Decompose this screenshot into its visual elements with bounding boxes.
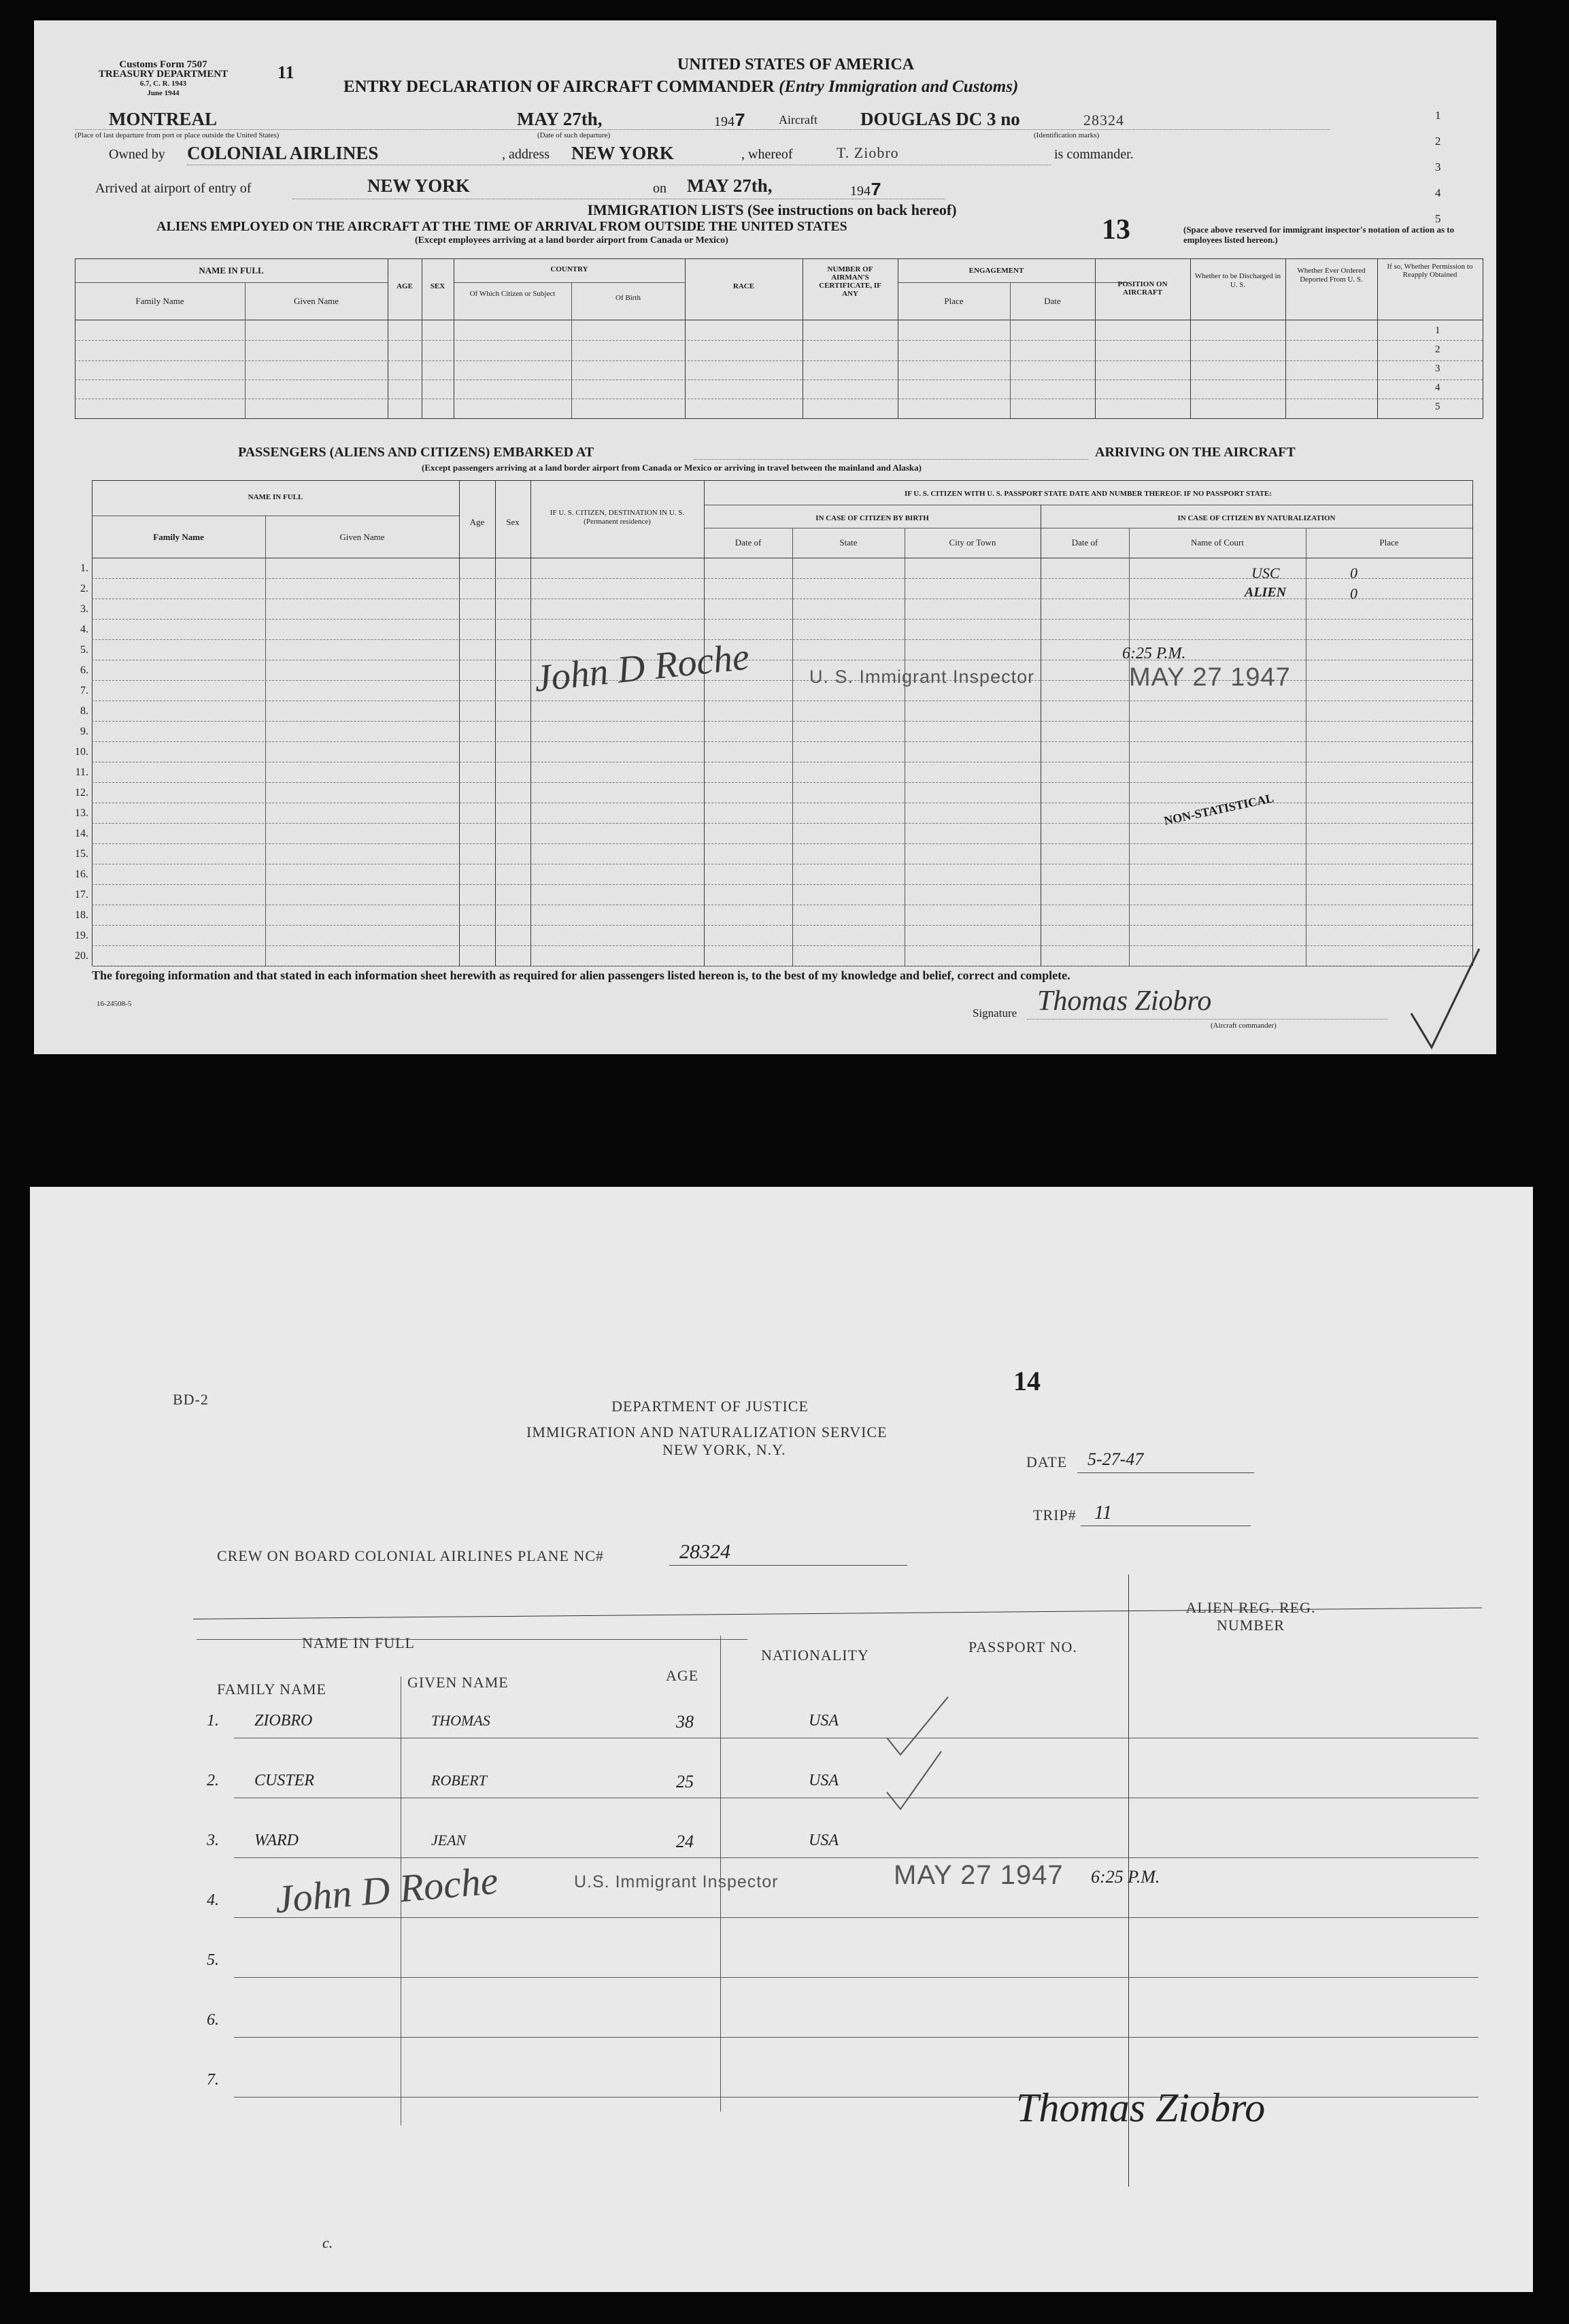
page-number: 11 <box>277 63 294 82</box>
check-mark-icon <box>1408 945 1483 1054</box>
col-given-name: Given Name <box>293 296 339 306</box>
pcol-sex: Sex <box>506 517 520 527</box>
pcol-given-name: Given Name <box>339 532 385 542</box>
passenger-row-line <box>92 925 1472 926</box>
form-title-sub: (Entry Immigration and Customs) <box>779 78 1019 96</box>
arrival-date: MAY 27th, <box>687 175 773 196</box>
margin-number: 4 <box>1435 186 1441 199</box>
form-title-main: ENTRY DECLARATION OF AIRCRAFT COMMANDER <box>343 78 775 96</box>
passenger-row-number: 1. <box>80 562 88 574</box>
plane-number: 28324 <box>679 1540 730 1563</box>
col-passport-2: PASSPORT NO. <box>968 1638 1077 1655</box>
form-id-block <box>92 60 235 98</box>
inspector-label-2: U.S. Immigrant Inspector <box>574 1872 779 1891</box>
commander-name: T. Ziobro <box>837 144 899 161</box>
cfr-ref: 6.7, C. R. 1943 <box>139 80 187 88</box>
address-label: , address <box>502 147 550 162</box>
margin-number: 1 <box>1435 109 1441 122</box>
passenger-row-number: 15. <box>75 848 88 860</box>
inspector-signature-2: John D Roche <box>273 1857 500 1922</box>
inspected-time-2: 6:25 P.M. <box>1091 1867 1160 1887</box>
ident-caption: (Identification marks) <box>1034 131 1100 139</box>
tally-alien: ALIEN <box>1245 585 1287 600</box>
commander-suffix: is commander. <box>1054 147 1134 162</box>
aliens-except-note: (Except employees arriving at a land border airport from Canada or Mexico) <box>415 235 728 246</box>
margin-number: 3 <box>1435 161 1441 173</box>
date-value: 5-27-47 <box>1087 1449 1144 1469</box>
passenger-row-number: 10. <box>75 746 88 758</box>
crew-row-number: 3. <box>207 1832 219 1849</box>
col-position: POSITION ON AIRCRAFT <box>1117 280 1168 297</box>
departure-place-caption: (Place of last departure from port or place outside the United States) <box>75 131 280 139</box>
inspected-date-stamp: MAY 27 1947 <box>1129 663 1291 692</box>
year-digit: 7 <box>735 112 746 132</box>
passengers-except-note: (Except passengers arriving at a land border airport from Canada or Mexico or arriving in travel between the mainland and Alaska) <box>422 462 922 473</box>
alien-row-number: 3 <box>1435 363 1440 374</box>
passenger-row-line <box>92 741 1472 742</box>
col-sex: SEX <box>430 282 445 290</box>
col-of-birth: Of Birth <box>615 294 641 302</box>
owner-address: NEW YORK <box>571 143 674 163</box>
crew-nationality: USA <box>809 1832 839 1849</box>
margin-number: 2 <box>1435 135 1441 148</box>
crew-row-line <box>234 2037 1479 2038</box>
alien-row-number: 1 <box>1435 325 1440 336</box>
alien-row-number: 2 <box>1435 344 1440 355</box>
crew-nationality: USA <box>809 1712 839 1730</box>
crew-row-line <box>234 2097 1479 2098</box>
passenger-row-number: 19. <box>75 930 88 941</box>
arrival-year-digit: 7 <box>871 181 882 201</box>
crew-given-name: THOMAS <box>431 1712 490 1729</box>
pcol-age: Age <box>469 517 485 527</box>
crew-row-line <box>234 1917 1479 1918</box>
passengers-arriving: ARRIVING ON THE AIRCRAFT <box>1095 445 1296 460</box>
crew-given-name: JEAN <box>431 1832 467 1849</box>
crew-count: 13 <box>1102 214 1130 246</box>
passenger-row-line <box>92 721 1472 722</box>
pcol-destination: IF U. S. CITIZEN, DESTINATION IN U. S. (Permanent residence) <box>550 509 685 526</box>
crew-family-name: CUSTER <box>254 1772 315 1789</box>
service-heading: IMMIGRATION AND NATURALIZATION SERVICE <box>526 1424 888 1441</box>
immigration-lists-heading: IMMIGRATION LISTS (See instructions on back hereof) <box>587 201 957 218</box>
passenger-row-number: 3. <box>80 603 88 615</box>
col-family-name: Family Name <box>135 296 184 306</box>
passenger-row-line <box>92 843 1472 844</box>
col-nationality-2: NATIONALITY <box>761 1647 869 1664</box>
crew-given-name: ROBERT <box>431 1772 487 1789</box>
tally-usc: USC <box>1251 565 1280 582</box>
reserved-note: (Space above reserved for immigrant inspector's notation of action as to employees listed hereon.) <box>1183 224 1455 245</box>
arrival-year-prefix: 194 <box>850 184 871 199</box>
pcol-name-in-full: NAME IN FULL <box>248 493 303 501</box>
pcol-date-of-nat: Date of <box>1071 537 1098 548</box>
non-statistical-stamp: NON-STATISTICAL <box>1162 791 1275 828</box>
passenger-row-number: 12. <box>75 787 88 798</box>
pcol-place: Place <box>1379 537 1399 548</box>
col-engagement: ENGAGEMENT <box>968 267 1024 275</box>
crew-row-number: 7. <box>207 2071 219 2089</box>
aircraft-number: 28324 <box>1083 112 1124 129</box>
passenger-row-number: 17. <box>75 889 88 900</box>
arrived-label: Arrived at airport of entry of <box>95 181 252 196</box>
passenger-row-number: 5. <box>80 644 88 656</box>
certification-text: The foregoing information and that stated in each information sheet herewith as required for alien passengers listed hereon is, to the best of my knowledge and belief, correct and complete. <box>92 969 1070 982</box>
col-name-in-full-2: NAME IN FULL <box>302 1634 415 1651</box>
arrival-airport: NEW YORK <box>367 175 470 196</box>
commander-signature-2: Thomas Ziobro <box>1016 2085 1266 2130</box>
passenger-row-number: 16. <box>75 869 88 880</box>
col-discharged: Whether to be Discharged in U. S. <box>1194 272 1281 289</box>
signature-caption: (Aircraft commander) <box>1211 1022 1277 1030</box>
owner-name: COLONIAL AIRLINES <box>187 143 379 163</box>
footer-mark: c. <box>322 2234 333 2251</box>
year-prefix: 194 <box>714 114 735 129</box>
col-race: RACE <box>732 282 755 290</box>
passenger-row-number: 2. <box>80 583 88 594</box>
crew-family-name: WARD <box>254 1832 299 1849</box>
crew-label: CREW ON BOARD COLONIAL AIRLINES PLANE NC# <box>217 1547 604 1564</box>
passenger-row-number: 11. <box>75 767 88 778</box>
col-age: AGE <box>397 282 413 290</box>
pcol-state: State <box>839 537 858 548</box>
form-title <box>343 78 1018 97</box>
col-permission: If so, Whether Permission to Reapply Obtained <box>1387 263 1473 279</box>
col-deported: Whether Ever Ordered Deported From U. S. <box>1297 267 1366 284</box>
nationality-check-marks-icon <box>880 1690 962 1860</box>
col-citizen-of: Of Which Citizen or Subject <box>469 290 556 298</box>
owned-by-label: Owned by <box>109 147 165 162</box>
crew-row-number: 1. <box>207 1712 219 1730</box>
location-heading: NEW YORK, N.Y. <box>662 1441 786 1458</box>
inspector-signature: John D Roche <box>532 635 752 701</box>
form-edition: June 1944 <box>147 89 180 97</box>
passenger-row-number: 6. <box>80 664 88 676</box>
crew-row-line <box>234 1977 1479 1978</box>
margin-number: 5 <box>1435 212 1441 225</box>
department-heading: DEPARTMENT OF JUSTICE <box>611 1398 809 1415</box>
commander-signature: Thomas Ziobro <box>1037 986 1212 1017</box>
pcol-court: Name of Court <box>1191 537 1244 548</box>
passenger-row-line <box>92 782 1472 783</box>
departure-year <box>714 112 745 132</box>
pcol-family-name: Family Name <box>153 532 204 542</box>
aliens-heading: ALIENS EMPLOYED ON THE AIRCRAFT AT THE TIME OF ARRIVAL FROM OUTSIDE THE UNITED STATES <box>156 219 847 234</box>
crew-row-number: 4. <box>207 1891 219 1909</box>
aircraft-label: Aircraft <box>779 113 817 127</box>
crew-list-sheet <box>30 1187 1533 2292</box>
pcol-date-of: Date of <box>735 537 762 548</box>
passenger-row-number: 14. <box>75 828 88 839</box>
entry-declaration-sheet <box>34 20 1496 1054</box>
passenger-row-line <box>92 823 1472 824</box>
departure-place: MONTREAL <box>109 109 218 129</box>
treasury-dept: TREASURY DEPARTMENT <box>98 69 229 80</box>
col-name-in-full: NAME IN FULL <box>199 265 264 275</box>
crew-nationality: USA <box>809 1772 839 1789</box>
passenger-row-number: 13. <box>75 807 88 819</box>
on-label: on <box>653 181 667 196</box>
print-code: 16-24508-5 <box>97 1000 132 1008</box>
country-heading: UNITED STATES OF AMERICA <box>677 56 915 73</box>
form-code: BD-2 <box>173 1391 209 1408</box>
crew-row-number: 5. <box>207 1951 219 1969</box>
tally-alien-count: 0 <box>1350 585 1357 602</box>
passenger-row-number: 7. <box>80 685 88 696</box>
form-number: Customs Form 7507 <box>119 59 207 70</box>
col-age-2: AGE <box>666 1667 699 1684</box>
passenger-row-number: 9. <box>80 726 88 737</box>
crew-row-number: 2. <box>207 1772 219 1789</box>
departure-date-caption: (Date of such departure) <box>537 131 611 139</box>
passengers-heading: PASSENGERS (ALIENS AND CITIZENS) EMBARKED AT <box>238 445 594 460</box>
signature-label: Signature <box>973 1007 1017 1020</box>
pcol-by-birth: IN CASE OF CITIZEN BY BIRTH <box>815 514 929 522</box>
passenger-row-line <box>92 639 1472 640</box>
passenger-row-number: 4. <box>80 624 88 635</box>
crew-age: 25 <box>676 1772 694 1791</box>
passenger-row-number: 8. <box>80 705 88 717</box>
page-number-2: 14 <box>1013 1366 1041 1396</box>
crew-row-number: 6. <box>207 2011 219 2029</box>
passenger-row-number: 20. <box>75 950 88 962</box>
passenger-row-number: 18. <box>75 909 88 921</box>
col-given-name-2: GIVEN NAME <box>407 1674 509 1691</box>
passenger-row-line <box>92 619 1472 620</box>
inspector-label: U. S. Immigrant Inspector <box>809 667 1035 687</box>
departure-date: MAY 27th, <box>517 109 603 129</box>
pcol-passport-note: IF U. S. CITIZEN WITH U. S. PASSPORT STATE DATE AND NUMBER THEREOF. IF NO PASSPORT STATE: <box>904 490 1272 498</box>
tally-usc-count: 0 <box>1350 565 1357 582</box>
pcol-by-naturalization: IN CASE OF CITIZEN BY NATURALIZATION <box>1177 514 1336 522</box>
col-place: Place <box>944 296 964 306</box>
crew-row-line <box>234 1857 1479 1858</box>
crew-age: 38 <box>676 1712 694 1732</box>
trip-value: 11 <box>1094 1502 1112 1523</box>
crew-family-name: ZIOBRO <box>254 1712 313 1730</box>
inspected-time: 6:25 P.M. <box>1122 645 1186 662</box>
col-date: Date <box>1044 296 1061 306</box>
alien-row-number: 5 <box>1435 401 1440 412</box>
col-alien-reg-2: ALIEN REG. REG. NUMBER <box>1185 1599 1316 1634</box>
col-family-name-2: FAMILY NAME <box>217 1681 326 1698</box>
alien-row-number: 4 <box>1435 382 1440 393</box>
date-label: DATE <box>1026 1453 1068 1470</box>
aircraft-type: DOUGLAS DC 3 no <box>860 109 1020 129</box>
inspected-date-stamp-2: MAY 27 1947 <box>894 1860 1064 1890</box>
pcol-city: City or Town <box>949 537 996 548</box>
col-country: COUNTRY <box>550 265 588 273</box>
col-airman-cert: NUMBER OF AIRMAN'S CERTIFICATE, IF ANY <box>819 265 881 298</box>
trip-label: TRIP# <box>1033 1506 1077 1523</box>
passenger-row-line <box>92 884 1472 885</box>
crew-age: 24 <box>676 1832 694 1851</box>
whereof-label: , whereof <box>741 147 793 162</box>
passenger-row-line <box>92 945 1472 946</box>
